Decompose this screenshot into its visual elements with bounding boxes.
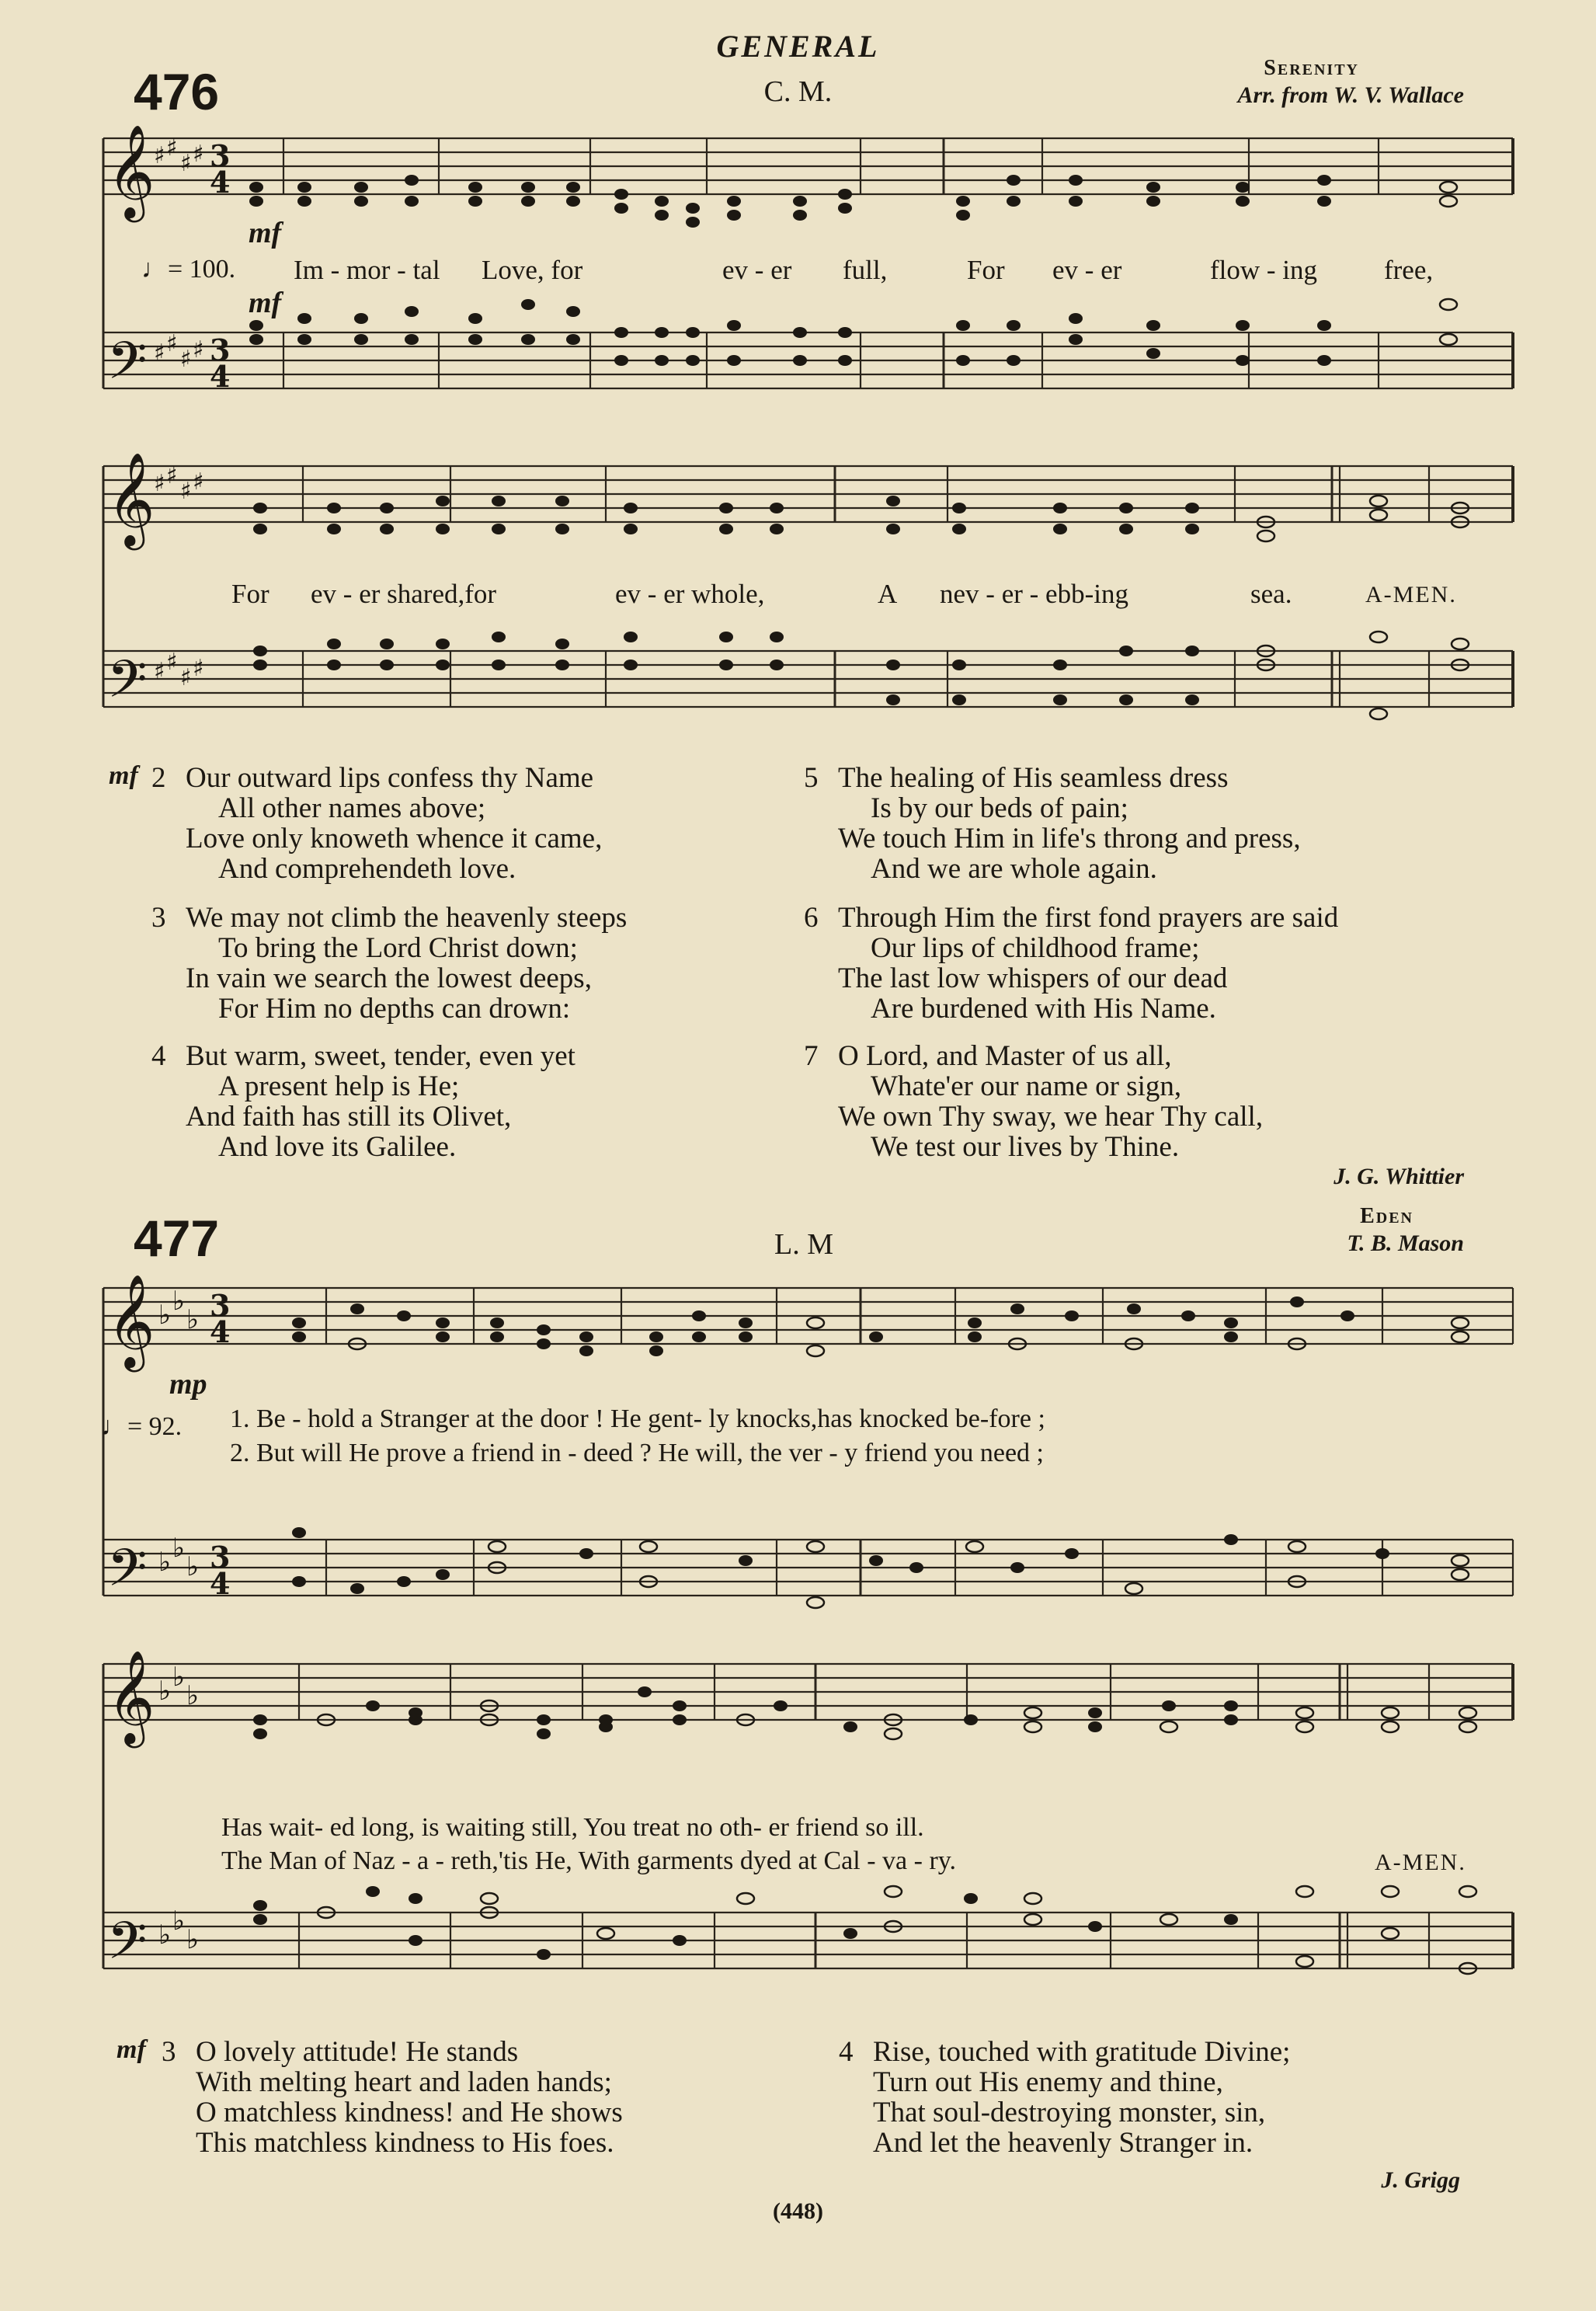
svg-text:♯: ♯ bbox=[193, 655, 204, 682]
hymn-476-verse-5 bbox=[804, 763, 1301, 884]
page-number: (448) bbox=[773, 2198, 823, 2224]
svg-text:♯: ♯ bbox=[193, 336, 204, 364]
svg-text:♭: ♭ bbox=[186, 1304, 200, 1335]
svg-text:♯: ♯ bbox=[180, 478, 192, 505]
verse-line: Is by our beds of pain; bbox=[871, 792, 1128, 824]
hymn-477-lyric-v2-line2: The Man of Naz - a - reth,'tis He, With garments dyed at Cal - va - ry. bbox=[221, 1846, 957, 1875]
svg-text:♯: ♯ bbox=[166, 134, 178, 162]
svg-text:♭: ♭ bbox=[186, 1551, 200, 1582]
verse-number: 7 bbox=[804, 1040, 819, 1072]
verse-line: O lovely attitude! He stands bbox=[196, 2036, 519, 2068]
svg-text:♯: ♯ bbox=[180, 346, 192, 373]
svg-text:♭: ♭ bbox=[158, 1300, 172, 1331]
verse-line: Rise, touched with gratitude Divine; bbox=[873, 2036, 1291, 2068]
svg-text:♭: ♭ bbox=[186, 1924, 200, 1955]
verse-line: The last low whispers of our dead bbox=[838, 962, 1228, 994]
hymn-476-verse-7 bbox=[804, 1041, 1263, 1162]
svg-text:♯: ♯ bbox=[154, 658, 165, 685]
verse-line: And love its Galilee. bbox=[218, 1131, 457, 1163]
verse-line: All other names above; bbox=[218, 792, 486, 824]
hymn-476-lyric-1-4: For bbox=[967, 255, 1005, 285]
hymn-476-arranger: Arr. from W. V. Wallace bbox=[1237, 82, 1464, 108]
svg-text:♯: ♯ bbox=[193, 468, 204, 496]
verse-line: This matchless kindness to His foes. bbox=[196, 2127, 614, 2159]
hymn-476-lyric-1-5: ev - er bbox=[1052, 255, 1122, 285]
verse-number: 4 bbox=[151, 1040, 166, 1072]
hymn-476-tune: Serenity bbox=[1264, 56, 1359, 80]
hymn-477-dynamic: mp bbox=[169, 1368, 207, 1401]
hymn-476-verse-3 bbox=[151, 903, 627, 1024]
verse-line: O matchless kindness! and He shows bbox=[196, 2097, 623, 2128]
hymn-476-author: J. G. Whittier bbox=[1333, 1164, 1464, 1189]
hymn-476-meter: C. M. bbox=[763, 75, 833, 108]
verse-line: Love only knoweth whence it came, bbox=[186, 823, 603, 854]
verse-line: Are burdened with His Name. bbox=[871, 993, 1216, 1025]
hymn-477-lyric-v2-line1: 2. But will He prove a friend in - deed ? He will, the ver - y friend you need ; bbox=[230, 1439, 1045, 1467]
hymn-477-tune: Eden bbox=[1360, 1204, 1413, 1228]
hymn-476-lyric-2-2: ev - er whole, bbox=[615, 579, 765, 609]
verse-line: A present help is He; bbox=[218, 1070, 460, 1102]
hymn-476-lyric-2-5: sea. bbox=[1250, 579, 1292, 609]
svg-text:𝄞: 𝄞 bbox=[107, 1649, 155, 1744]
svg-text:4: 4 bbox=[210, 1566, 231, 1601]
hymn-476-tempo: ♩= 100. bbox=[141, 255, 236, 284]
hymn-477-composer: T. B. Mason bbox=[1347, 1230, 1464, 1256]
hymn-477-verse-3-dynamic: mf bbox=[116, 2035, 146, 2064]
hymn-476-lyric-1-2: ev - er bbox=[722, 255, 792, 285]
hymn-476-dynamic-lower: mf bbox=[249, 287, 282, 319]
hymn-477-amen: A-MEN. bbox=[1375, 1850, 1466, 1875]
hymn-476-lyric-2-1: ev - er shared,for bbox=[311, 579, 497, 609]
svg-text:♭: ♭ bbox=[158, 1676, 172, 1707]
hymn-476-lyric-1-7: free, bbox=[1384, 255, 1434, 285]
verse-line: For Him no depths can drown: bbox=[218, 993, 571, 1025]
hymn-477-author: J. Grigg bbox=[1381, 2167, 1460, 2193]
verse-line: We may not climb the heavenly steeps bbox=[186, 902, 628, 934]
verse-line: Our outward lips confess thy Name bbox=[186, 762, 594, 794]
svg-text:♭: ♭ bbox=[172, 1286, 186, 1317]
verse-line: And let the heavenly Stranger in. bbox=[873, 2127, 1254, 2159]
verse-line: But warm, sweet, tender, even yet bbox=[186, 1040, 575, 1072]
hymn-476-lyric-2-0: For bbox=[231, 579, 269, 609]
verse-line: Whate'er our name or sign, bbox=[871, 1070, 1182, 1102]
hymn-477-number: 477 bbox=[134, 1209, 220, 1267]
verse-line: We touch Him in life's throng and press, bbox=[838, 823, 1301, 854]
svg-text:♯: ♯ bbox=[154, 339, 165, 367]
svg-text:𝄢: 𝄢 bbox=[107, 331, 148, 403]
svg-text:♭: ♭ bbox=[158, 1547, 172, 1578]
hymn-476-verse-2 bbox=[151, 763, 602, 884]
hymn-477-lyric-v1-line2: Has wait- ed long, is waiting still, You treat no oth- er friend so ill. bbox=[221, 1813, 924, 1842]
hymn-476-number: 476 bbox=[134, 63, 220, 120]
svg-text:♯: ♯ bbox=[180, 150, 192, 177]
hymn-476-lyric-1-3: full, bbox=[843, 255, 888, 285]
svg-text:♯: ♯ bbox=[166, 462, 178, 489]
verse-line: Through Him the first fond prayers are said bbox=[838, 902, 1339, 934]
hymn-477-meter: L. M bbox=[774, 1228, 833, 1261]
hymn-477-verse-4 bbox=[839, 2037, 1290, 2158]
hymn-476-lyric-1-0: Im - mor - tal bbox=[294, 255, 440, 285]
svg-text:𝄞: 𝄞 bbox=[107, 451, 155, 546]
svg-text:♯: ♯ bbox=[154, 470, 165, 497]
verse-line: And faith has still its Olivet, bbox=[186, 1101, 512, 1133]
hymn-476-music-system-1 bbox=[0, 124, 1596, 412]
hymn-476-verse-6 bbox=[804, 903, 1338, 1024]
svg-text:♭: ♭ bbox=[172, 1906, 186, 1937]
svg-text:4: 4 bbox=[210, 165, 231, 200]
verse-line: We test our lives by Thine. bbox=[871, 1131, 1180, 1163]
svg-text:♭: ♭ bbox=[172, 1662, 186, 1693]
hymn-477-tempo: ♩= 92. bbox=[101, 1412, 183, 1441]
verse-line: And we are whole again. bbox=[871, 853, 1157, 885]
svg-text:4: 4 bbox=[210, 1314, 231, 1349]
hymn-476-lyric-1-6: flow - ing bbox=[1210, 255, 1318, 285]
svg-text:♭: ♭ bbox=[158, 1919, 172, 1951]
svg-text:3: 3 bbox=[210, 332, 231, 367]
verse-line: Our lips of childhood frame; bbox=[871, 932, 1200, 964]
hymn-477-lyric-v1-line1: 1. Be - hold a Stranger at the door ! He gent- ly knocks,has knocked be-fore ; bbox=[230, 1404, 1045, 1433]
verse-line: Turn out His enemy and thine, bbox=[873, 2066, 1223, 2098]
svg-text:♯: ♯ bbox=[166, 649, 178, 676]
verse-number: 6 bbox=[804, 902, 819, 934]
verse-line: And comprehendeth love. bbox=[218, 853, 516, 885]
svg-text:3: 3 bbox=[210, 138, 231, 173]
svg-text:♭: ♭ bbox=[172, 1533, 186, 1564]
verse-line: That soul-destroying monster, sin, bbox=[873, 2097, 1266, 2128]
hymn-476-amen: A-MEN. bbox=[1365, 582, 1457, 607]
svg-text:𝄢: 𝄢 bbox=[107, 1911, 148, 1983]
verse-number: 3 bbox=[162, 2036, 176, 2068]
svg-text:♯: ♯ bbox=[180, 664, 192, 691]
svg-text:𝄞: 𝄞 bbox=[107, 1273, 155, 1368]
hymn-476-lyric-2-3: A bbox=[878, 579, 898, 609]
svg-text:♯: ♯ bbox=[193, 141, 204, 168]
svg-text:♭: ♭ bbox=[186, 1680, 200, 1711]
svg-text:𝄞: 𝄞 bbox=[107, 124, 155, 218]
hymn-476-verse-2-dynamic: mf bbox=[109, 761, 138, 790]
hymn-477-verse-3 bbox=[162, 2037, 623, 2158]
verse-number: 5 bbox=[804, 762, 819, 794]
verse-line: We own Thy sway, we hear Thy call, bbox=[838, 1101, 1264, 1133]
hymn-476-verse-4 bbox=[151, 1041, 575, 1162]
verse-line: O Lord, and Master of us all, bbox=[838, 1040, 1172, 1072]
svg-text:4: 4 bbox=[210, 359, 231, 394]
verse-line: In vain we search the lowest deeps, bbox=[186, 962, 592, 994]
svg-text:♯: ♯ bbox=[166, 330, 178, 357]
section-title: GENERAL bbox=[716, 29, 880, 64]
svg-text:𝄢: 𝄢 bbox=[107, 649, 148, 722]
hymn-476-lyric-2-4: nev - er - ebb-ing bbox=[940, 579, 1128, 609]
svg-text:♯: ♯ bbox=[154, 142, 165, 169]
svg-text:𝄢: 𝄢 bbox=[107, 1538, 148, 1610]
svg-text:3: 3 bbox=[210, 1540, 231, 1575]
verse-number: 4 bbox=[839, 2036, 854, 2068]
hymn-476-lyric-1-1: Love, for bbox=[482, 255, 583, 285]
verse-line: The healing of His seamless dress bbox=[838, 762, 1229, 794]
verse-line: With melting heart and laden hands; bbox=[196, 2066, 612, 2098]
verse-number: 3 bbox=[151, 902, 166, 934]
verse-line: To bring the Lord Christ down; bbox=[218, 932, 578, 964]
hymn-476-dynamic-upper: mf bbox=[249, 217, 282, 249]
svg-text:3: 3 bbox=[210, 1288, 231, 1323]
verse-number: 2 bbox=[151, 762, 166, 794]
